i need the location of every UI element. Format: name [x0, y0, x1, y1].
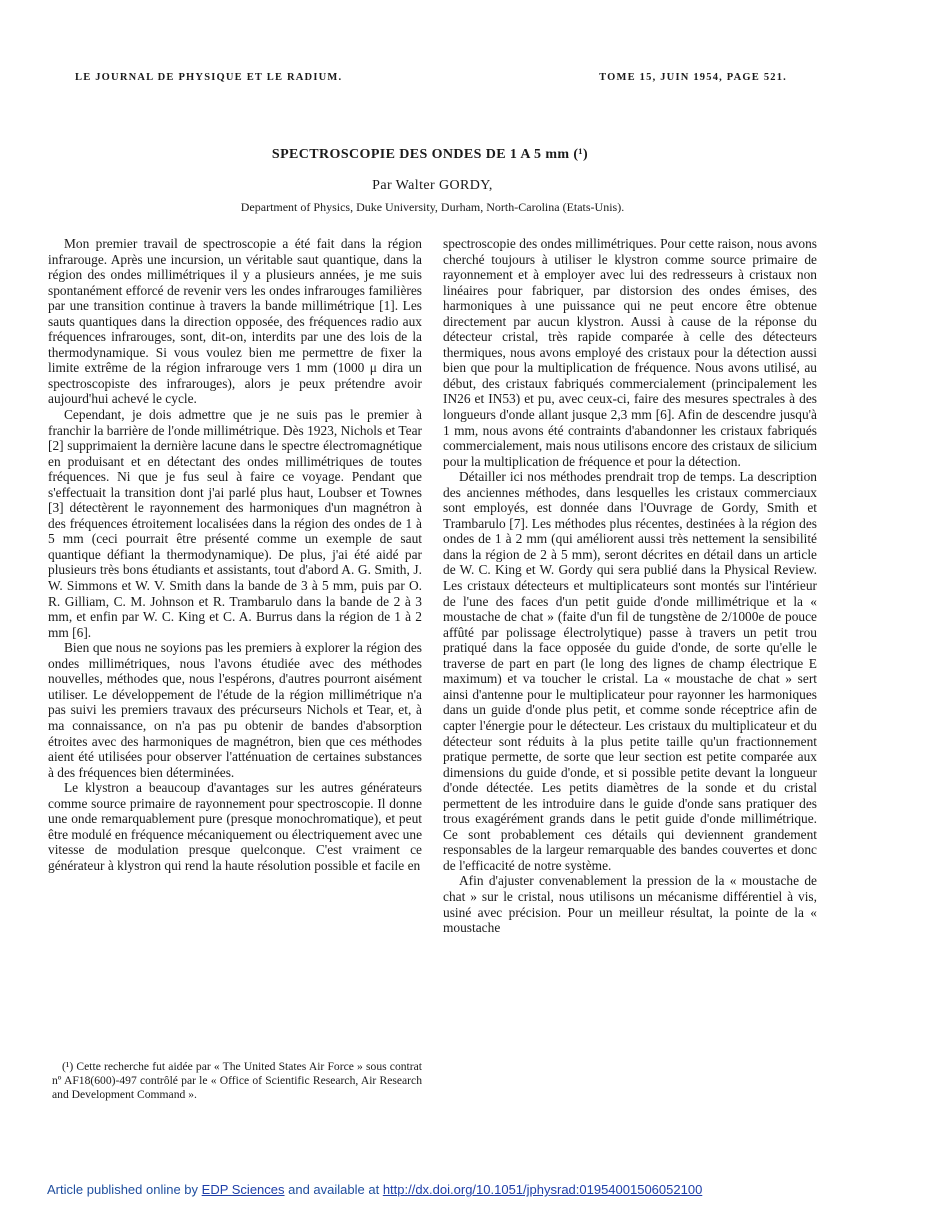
paragraph: Bien que nous ne soyions pas les premiers à explorer la région des ondes millimétriques, nous l'avons étudiée avec des méthodes nouvelles, méthodes que, nous l'espérons, d'autres pourront aisément utiliser. Le développement de l'étude de la région millimétrique n'a pas suivi les premiers travaux des précurseurs Nichols et Tear, et, à ma connaissance, on n'a pas pu obtenir de bandes d'absorption étroites avec des harmoniques de magnétron, bien que ces méthodes aient été utilisées pour observer l'atténuation de certaines substances à des fréquences bien déterminées.	[48, 640, 422, 780]
paragraph: Mon premier travail de spectroscopie a été fait dans la région infrarouge. Après une incursion, un véritable saut quantique, dans la région des ondes millimétriques il y a plusieurs années, je me suis spontanément efforcé de revenir vers les ondes infrarouges familières par une transition continue à travers la bande millimétrique [1]. Les sauts quantiques dans la direction opposée, des fréquences radio aux fréquences infrarouges, sont, dit-on, interdits par une des lois de la thermodynamique. Si vous voulez bien me permettre de fixer la limite extrême de la région infrarouge vers 1 mm (1000 μ dira un spectroscopiste des infrarouges), alors je peux prétendre avoir aujourd'hui achevé le cycle.	[48, 236, 422, 407]
publisher-link[interactable]: EDP Sciences	[201, 1182, 285, 1197]
right-column	[443, 236, 817, 936]
author-affiliation: Department of Physics, Duke University, Durham, North-Carolina (Etats-Unis).	[240, 200, 625, 214]
paragraph: Détailler ici nos méthodes prendrait trop de temps. La description des anciennes méthodes, dans lesquelles les cristaux commerciaux sont employés, est donnée dans l'Ouvrage de Gordy, Smith et Trambarulo [7]. Les méthodes plus récentes, destinées à la région des ondes de 1 à 2 mm (qui améliorent aussi très nettement la sensibilité dans la région de 2 à 5 mm), seront décrites en détail dans un article de W. C. King et W. Gordy qui sera publié dans la Physical Review. Les cristaux détecteurs et multiplicateurs sont montés sur l'intérieur de l'une des faces d'un petit guide d'onde millimétrique et la « moustache de chat » (faite d'un fil de tungstène de 2/1000e de pouce affûté par polissage électrolytique) passe à travers un petit trou pratiqué dans la face opposée du guide d'onde, de sorte qu'elle le traverse de part en part (le long des lignes de champ électrique E maximum) et va toucher le cristal. La « moustache de chat » sert ainsi d'antenne pour le multiplicateur pour rayonner les harmoniques dans un guide d'onde plus petit, et comme sonde réceptrice afin de capter l'énergie pour le détecteur. Les cristaux du multiplicateur et du détecteur sont réduits à la plus petite taille qu'un fractionnement pratique permette, de sorte que leur section est petite comparée aux dimensions du guide d'onde, et si possible petite devant la longueur d'onde détectée. Les petits diamètres de la sonde et du cristal permettent de les introduire dans le guide d'onde sans pratiquer des trous exagérément grands dans le petit guide d'onde millimétrique. Ce sont probablement ces détails qui deviennent grandement responsables de la largeur remarquable des bandes couvertes et donc de l'efficacité de notre système.	[443, 469, 817, 873]
paragraph: Afin d'ajuster convenablement la pression de la « moustache de chat » sur le cristal, nous utilisons un mécanisme différentiel à vis, usiné avec précision. Pour un meilleur résultat, la pointe de la « moustache	[443, 873, 817, 936]
article-author: Par Walter GORDY,	[372, 178, 493, 193]
left-column	[48, 236, 422, 873]
article-title: SPECTROSCOPIE DES ONDES DE 1 A 5 mm (¹)	[271, 147, 589, 162]
publication-prefix: Article published online by	[47, 1182, 202, 1197]
publication-line	[47, 1182, 907, 1197]
paragraph: Le klystron a beaucoup d'avantages sur les autres générateurs comme source primaire de rayonnement pour spectroscopie. Il donne une onde remarquablement pure (presque monochromatique), et peut être modulé en fréquence mécaniquement ou électriquement avec une vitesse de modulation presque quelconque. C'est vraiment ce générateur à klystron qui rend la haute résolution possible et facile en	[48, 780, 423, 873]
footnote: (¹) Cette recherche fut aidée par « The United States Air Force » sous contrat nº AF18(600)-497 contrôlé par le « Office of Scientific Research, Air Research and Development Command ».	[52, 1060, 422, 1101]
paragraph: Cependant, je dois admettre que je ne suis pas le premier à franchir la barrière de l'onde millimétrique. Dès 1923, Nichols et Tear [2] supprimaient la dernière lacune dans le spectre électromagnétique en produisant et en détectant des ondes millimétriques de toutes fréquences. Ni que je fus seul à faire ce voyage. Pendant que s'effectuait la transition dont j'ai parlé plus haut, Loubser et Townes [3] détectèrent le rayonnement des harmoniques d'un magnétron à des fréquences étroitement localisées dans la région des ondes de 1 à 5 mm (ceci pourrait être présenté comme un exemple de saut quantique défiant la thermodynamique). De plus, j'ai été aidé par plusieurs très bons étudiants et assistants, tout d'abord A. G. Smith, J. W. Simmons et W. V. Smith dans la bande de 3 à 5 mm, puis par O. R. Gilliam, C. M. Johnson et R. Trambarulo dans la bande de 2 à 3 mm, et enfin par W. C. King et C. A. Burrus dans la région de 1 à 2 mm [6].	[48, 407, 422, 640]
doi-link[interactable]: http://dx.doi.org/10.1051/jphysrad:01954001506052100	[382, 1182, 703, 1197]
paragraph: spectroscopie des ondes millimétriques. Pour cette raison, nous avons cherché toujours à utiliser le klystron comme source primaire de rayonnement et à employer avec lui des redresseurs à cristaux non linéaires pour fabriquer, par distorsion des ondes émises, des harmoniques à une puissance qui ne peut encore être obtenue directement par aucun klystron. Aussi à cause de la réponse du détecteur cristal, très rapide comparée à celle des détecteurs thermiques, nous avons employé des cristaux pour la détection aussi bien que pour la multiplication de fréquence. Nous avons utilisé, au début, des cristaux fabriqués commercialement (principalement les IN26 et IN53) et pu, avec ceux-ci, faire des mesures spectrales à des longueurs d'onde allant jusque 2,3 mm [6]. Afin de descendre jusqu'à 1 mm, nous avons été contraints d'abandonner les cristaux fabriqués commercialement, mais nous utilisons encore des cristaux de silicium pour la multiplication de fréquence et pour la détection.	[443, 236, 817, 469]
publication-middle: and available at	[284, 1182, 383, 1197]
volume-info: TOME 15, JUIN 1954, PAGE 521.	[599, 72, 787, 83]
journal-name: LE JOURNAL DE PHYSIQUE ET LE RADIUM.	[75, 72, 343, 83]
